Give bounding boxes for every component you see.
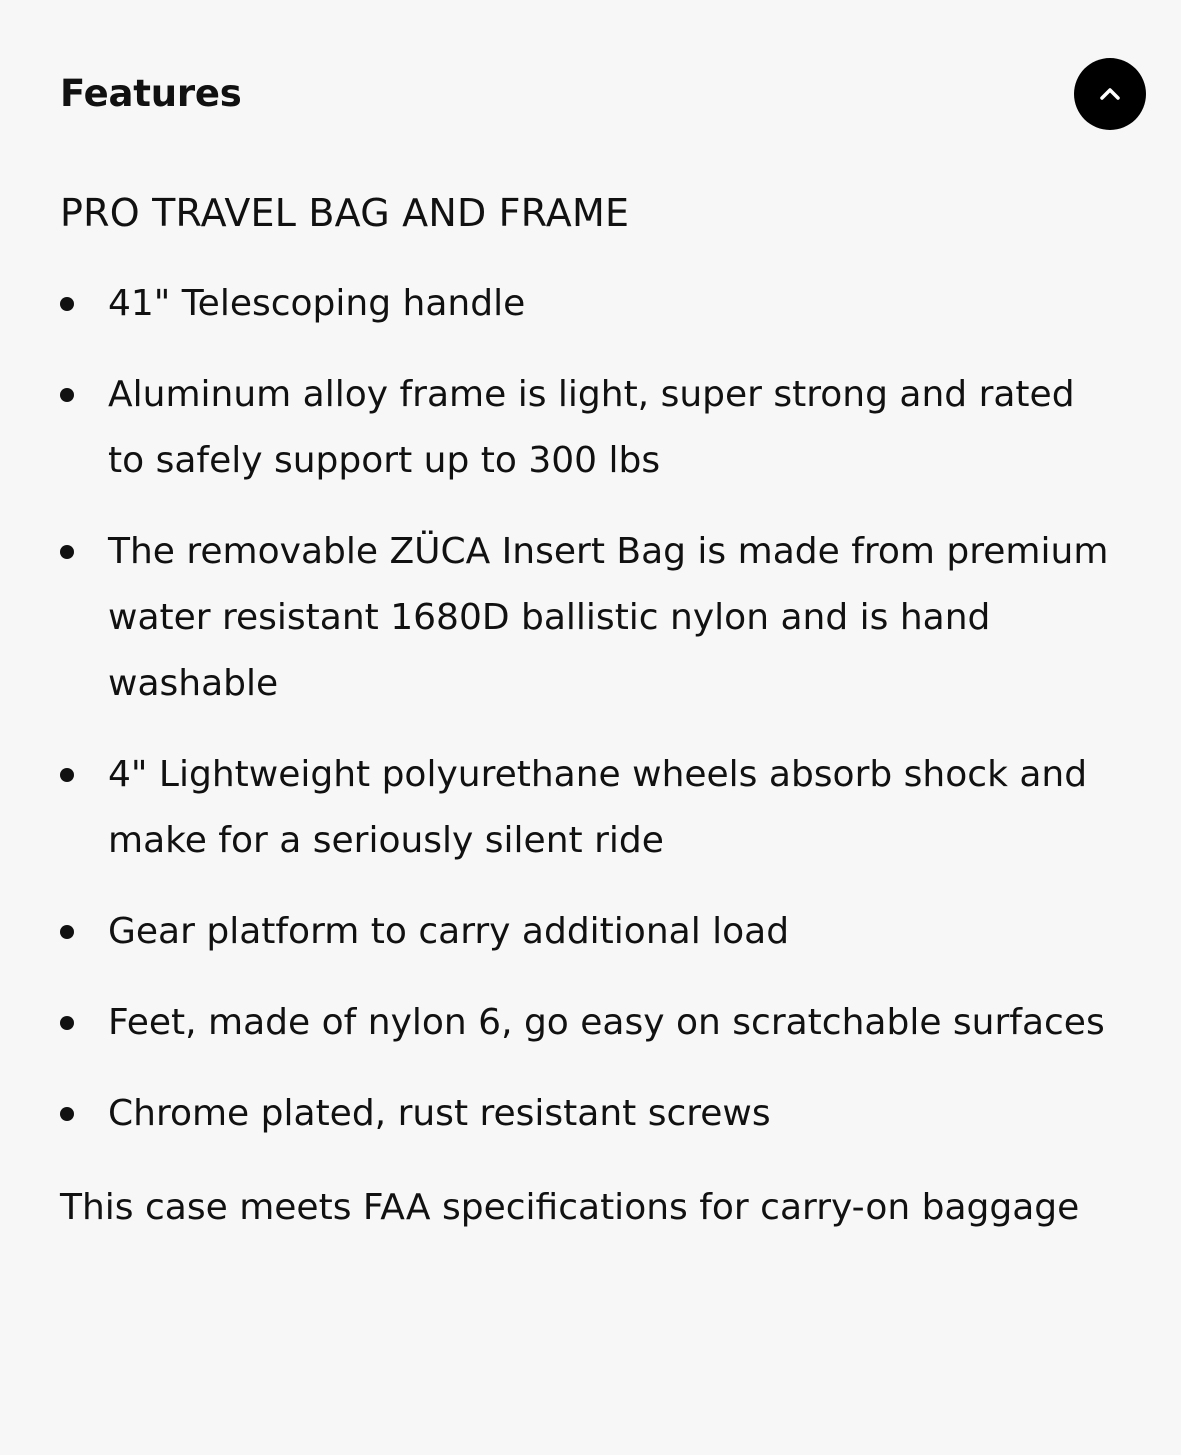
feature-list xyxy=(60,271,1120,1147)
bullet-icon xyxy=(60,388,74,402)
list-item xyxy=(60,899,1120,965)
accordion-content xyxy=(60,180,1120,1241)
feature-text: 4" Lightweight polyurethane wheels absorb shock and make for a seriously silent ride xyxy=(108,754,1088,861)
chevron-up-icon xyxy=(1098,86,1122,102)
bullet-icon xyxy=(60,545,74,559)
list-item xyxy=(60,271,1120,337)
product-subtitle: PRO TRAVEL BAG AND FRAME xyxy=(60,191,630,235)
list-item xyxy=(60,742,1120,874)
list-item xyxy=(60,362,1120,494)
bullet-icon xyxy=(60,297,74,311)
list-item xyxy=(60,990,1120,1056)
bullet-icon xyxy=(60,925,74,939)
bullet-icon xyxy=(60,1016,74,1030)
accordion-header[interactable] xyxy=(60,58,1146,130)
feature-text: The removable ZÜCA Insert Bag is made from premium water resistant 1680D ballistic nylon and is hand washable xyxy=(108,531,1109,704)
feature-text: 41" Telescoping handle xyxy=(108,283,526,324)
bullet-icon xyxy=(60,768,74,782)
collapse-button[interactable] xyxy=(1074,58,1146,130)
section-title: Features xyxy=(60,72,242,115)
feature-text: Aluminum alloy frame is light, super strong and rated to safely support up to 300 lbs xyxy=(108,374,1075,481)
feature-text: Gear platform to carry additional load xyxy=(108,911,790,952)
bullet-icon xyxy=(60,1107,74,1121)
feature-text: Feet, made of nylon 6, go easy on scratchable surfaces xyxy=(108,1002,1105,1043)
feature-text: Chrome plated, rust resistant screws xyxy=(108,1093,771,1134)
list-item xyxy=(60,1081,1120,1147)
faa-note: This case meets FAA specifications for carry-on baggage xyxy=(60,1187,1080,1228)
list-item xyxy=(60,519,1120,717)
